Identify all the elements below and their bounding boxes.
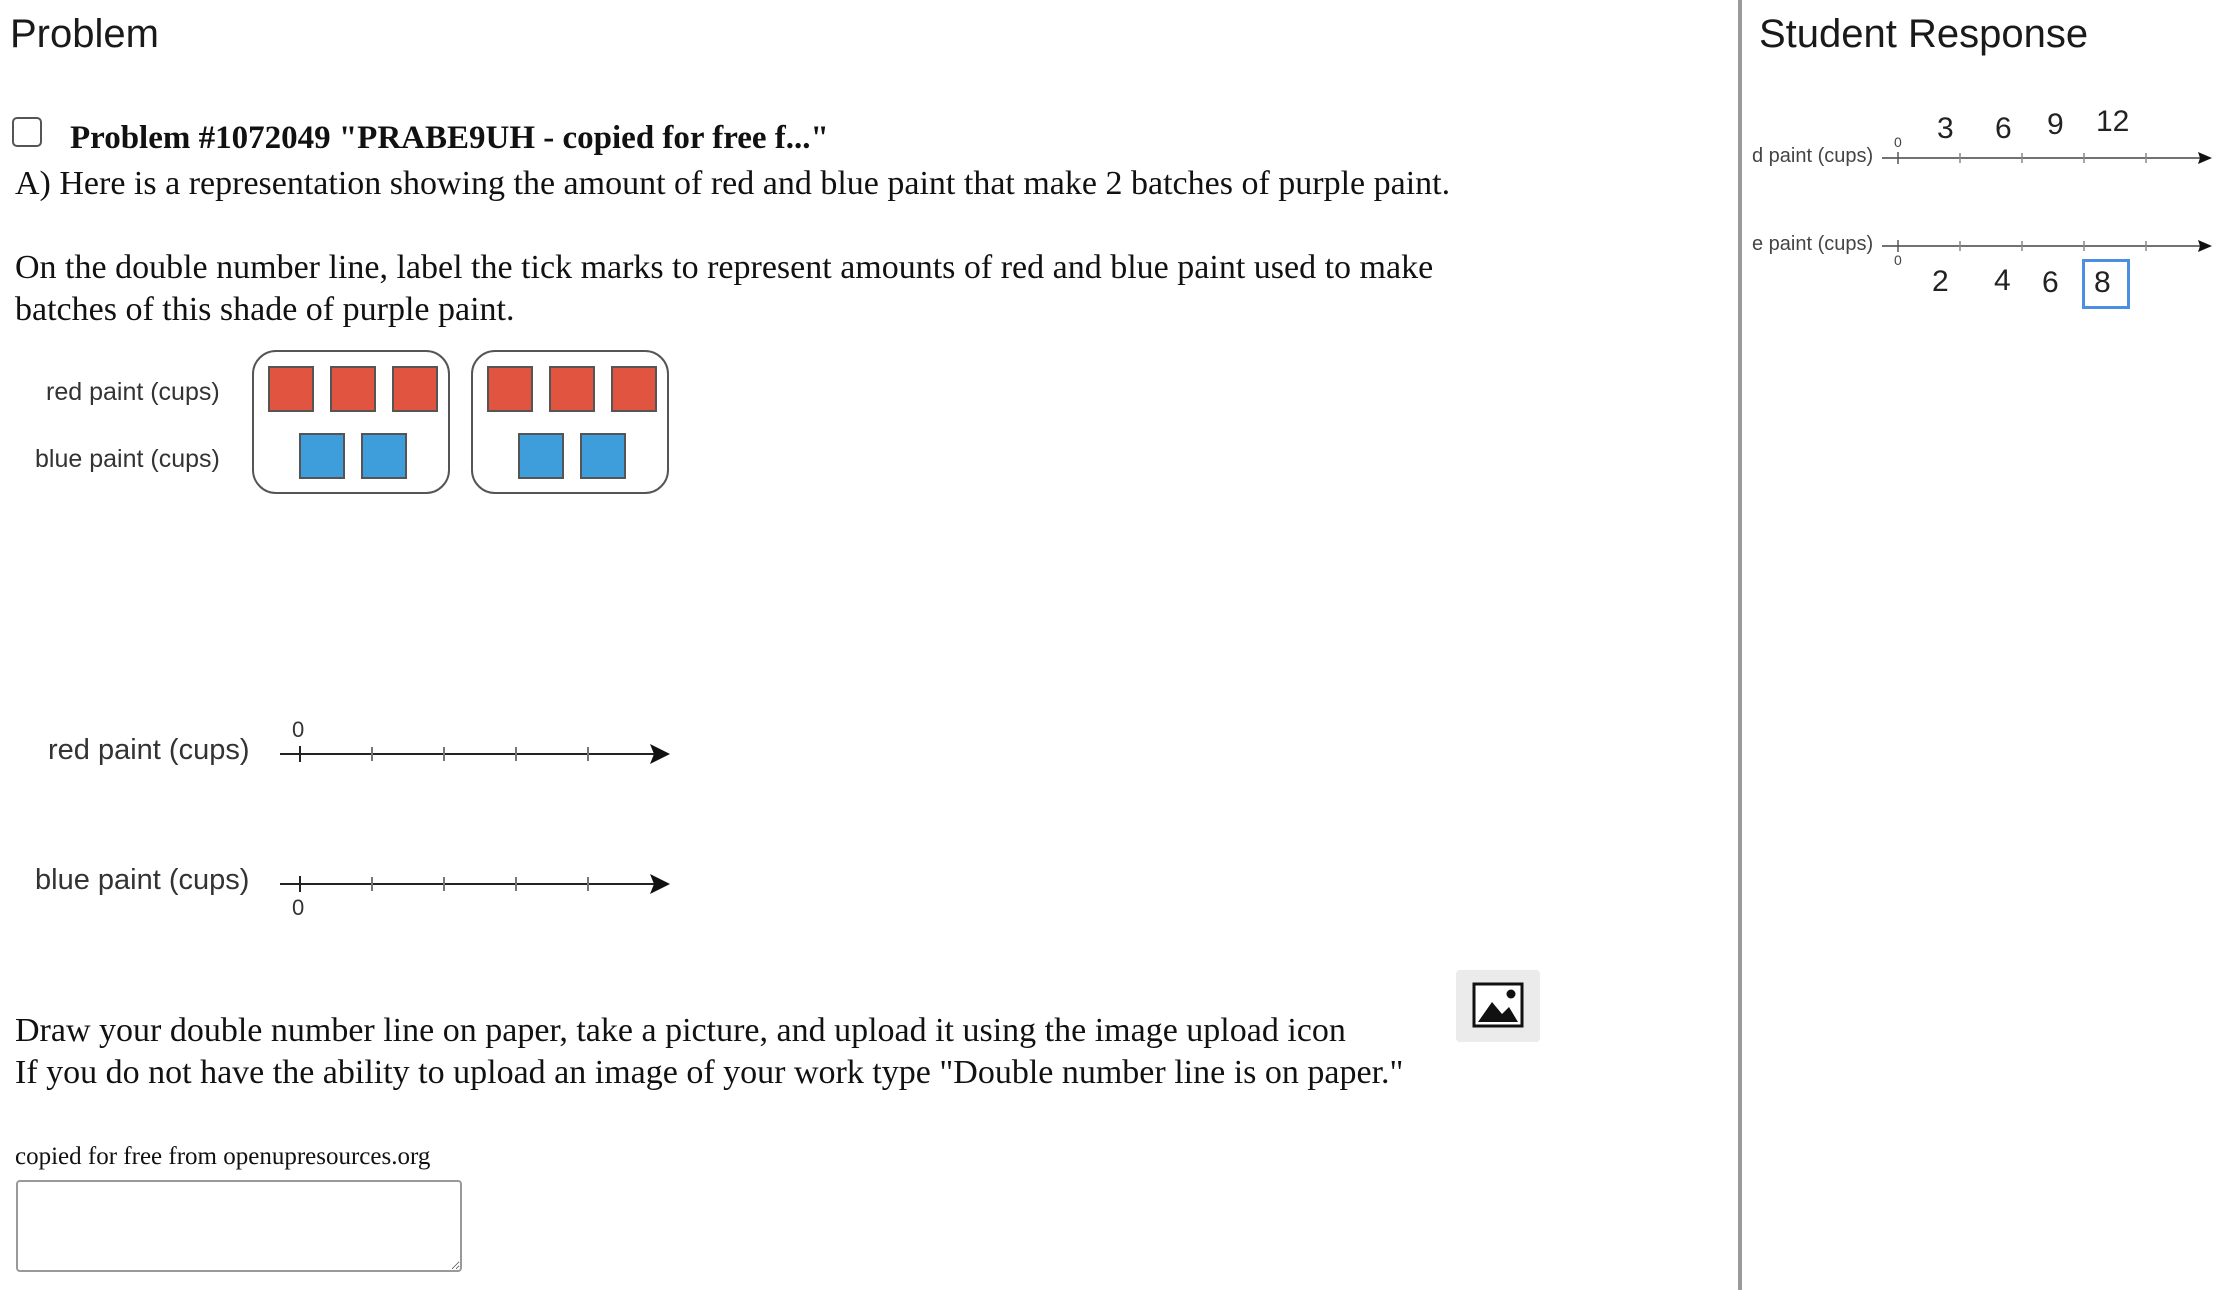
red-number-line — [280, 744, 670, 764]
response-bottom-value: 2 — [1932, 265, 1949, 298]
upload-instruction-line-2: If you do not have the ability to upload an image of your work type "Double number line is on paper." — [15, 1054, 1404, 1091]
student-response-panel — [1742, 0, 2236, 1290]
red-square — [392, 366, 438, 412]
blue-number-line — [280, 874, 670, 894]
problem-checkbox[interactable] — [12, 117, 42, 147]
instruction-line-2: batches of this shade of purple paint. — [15, 291, 515, 328]
response-bottom-zero: 0 — [1894, 252, 1902, 268]
panel-title-problem: Problem — [10, 12, 159, 56]
blue-square — [299, 433, 345, 479]
response-top-value: 9 — [2047, 108, 2064, 141]
response-bottom-line — [1882, 240, 2212, 252]
response-top-zero: 0 — [1894, 134, 1902, 150]
red-square — [549, 366, 595, 412]
response-top-label: d paint (cups) — [1752, 145, 1874, 167]
blue-square — [518, 433, 564, 479]
upload-instruction-line-1: Draw your double number line on paper, take a picture, and upload it using the image upload icon — [15, 1012, 1346, 1049]
response-bottom-value: 8 — [2094, 266, 2111, 299]
response-double-number-line — [1882, 140, 2222, 260]
double-number-line — [270, 720, 690, 910]
response-top-line — [1882, 152, 2212, 164]
response-bottom-value: 4 — [1994, 264, 2011, 297]
red-square — [611, 366, 657, 412]
response-bottom-value: 6 — [2042, 266, 2059, 299]
panel-title-student-response: Student Response — [1759, 12, 2089, 56]
instruction-line-1: On the double number line, label the tick marks to represent amounts of red and blue paint used to make — [15, 249, 1434, 286]
red-square — [330, 366, 376, 412]
response-top-value: 3 — [1937, 112, 1954, 145]
numberline-blue-label: blue paint (cups) — [35, 864, 250, 896]
response-top-value: 12 — [2096, 105, 2130, 138]
response-top-value: 6 — [1995, 112, 2012, 145]
diagram-blue-label: blue paint (cups) — [35, 445, 220, 473]
diagram-red-label: red paint (cups) — [46, 378, 220, 406]
answer-textarea[interactable] — [16, 1180, 462, 1272]
source-text: copied for free from openupresources.org — [15, 1143, 431, 1170]
image-upload-icon[interactable] — [1456, 970, 1540, 1042]
blue-square — [580, 433, 626, 479]
part-a-text: A) Here is a representation showing the amount of red and blue paint that make 2 batches of purple paint. — [15, 165, 1451, 202]
batch-1 — [252, 350, 450, 494]
batch-2 — [471, 350, 669, 494]
numberline-red-zero: 0 — [292, 717, 305, 742]
problem-title: Problem #1072049 "PRABE9UH - copied for free f..." — [70, 120, 829, 156]
red-square — [487, 366, 533, 412]
numberline-red-label: red paint (cups) — [48, 734, 250, 766]
response-bottom-label: e paint (cups) — [1752, 233, 1874, 255]
red-square — [268, 366, 314, 412]
blue-square — [361, 433, 407, 479]
numberline-blue-zero: 0 — [292, 895, 305, 920]
